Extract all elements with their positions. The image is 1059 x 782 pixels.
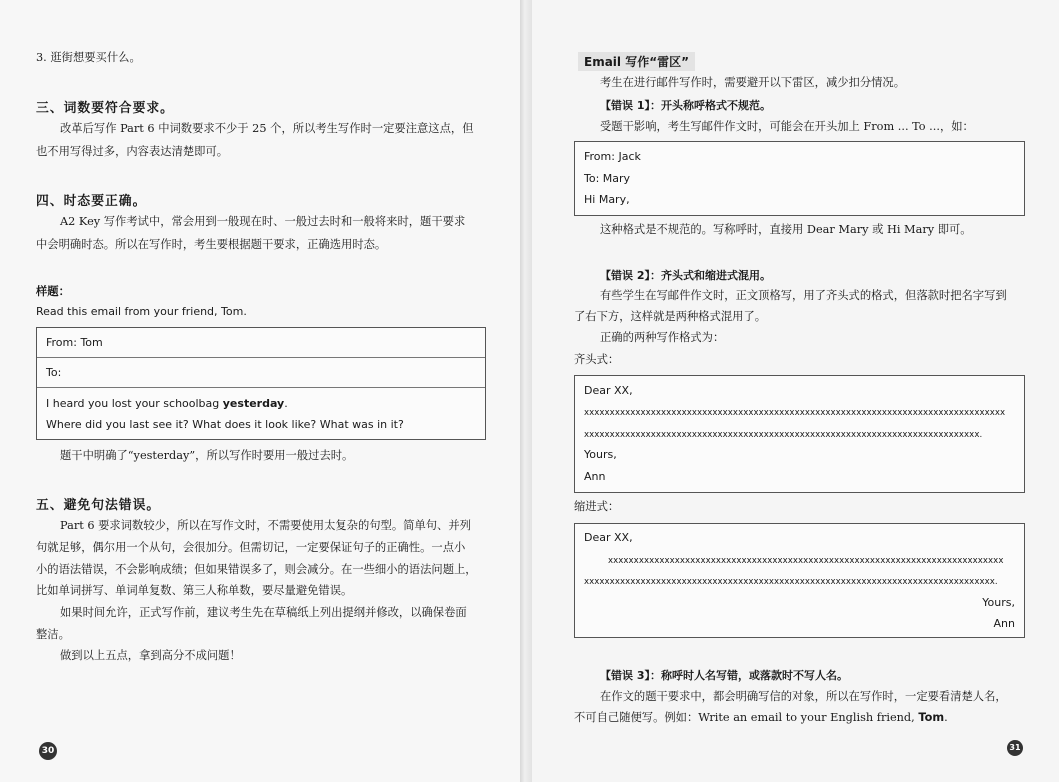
error-1-desc: 受题干影响，考生写邮件作文时，可能会在开头加上 From ... To ...，如： [600, 120, 974, 133]
section-5-line: 比如单词拼写、单词单复数、第三人称单数，要尽量避免错误。 [36, 584, 353, 597]
error-2-desc-2: 了右下方，这样就是两种格式混用了。 [574, 310, 767, 323]
section-5-line: 句就足够，偶尔用一个从句，会很加分。但需切记，一定要保证句子的正确性。一点小 [36, 541, 466, 554]
section-4-text-1: A2 Key 写作考试中，常会用到一般现在时、一般过去时和一般将来时，题干要求 [60, 215, 466, 228]
page-number-right: 31 [1007, 740, 1023, 756]
block-body-line-1: xxxxxxxxxxxxxxxxxxxxxxxxxxxxxxxxxxxxxxxxxxxxxxxxxxxxxxxxxxxxxxxxxxxxxxxxxxxxxxxxxx [584, 408, 1006, 418]
section-5-heading: 五、避免句法错误。 [36, 498, 161, 513]
example-from: From: Jack [584, 150, 641, 163]
sample-instruction: Read this email from your friend, Tom. [36, 305, 247, 318]
block-closing: Yours, [584, 448, 617, 461]
email-to: To: [46, 366, 62, 379]
error-1-title: 【错误 1】：开头称呼格式不规范。 [600, 99, 771, 112]
page-number-left: 30 [39, 742, 57, 760]
email-body-line-1: I heard you lost your schoolbag yesterday. [46, 397, 288, 410]
indent-format-box [574, 523, 1025, 638]
block-name: Ann [584, 470, 606, 483]
error-1-note: 这种格式是不规范的。写称呼时，直接用 Dear Mary 或 Hi Mary 即可。 [600, 223, 972, 236]
email-from-row [37, 328, 485, 358]
example-greeting: Hi Mary, [584, 193, 630, 206]
zone-title: Email 写作“雷区” [578, 52, 695, 71]
section-5-line: 如果时间允许，正式写作前，建议考生先在草稿纸上列出提纲并修改，以确保卷面 [60, 606, 467, 619]
block-salutation: Dear XX, [584, 384, 633, 397]
block-body-line-2: xxxxxxxxxxxxxxxxxxxxxxxxxxxxxxxxxxxxxxxxxxxxxxxxxxxxxxxxxxxxxxxxxxxxxxxxxxxxx. [584, 430, 983, 440]
book-gutter [520, 0, 532, 782]
email-to-row [37, 358, 485, 388]
error-3-title: 【错误 3】：称呼时人名写错，或落款时不写人名。 [600, 669, 848, 682]
left-page [0, 0, 520, 782]
sample-label: 样题： [36, 284, 70, 298]
indent-closing: Yours, [982, 596, 1015, 609]
section-4-text-2: 中会明确时态。所以在写作时，考生要根据题干要求，正确选用时态。 [36, 238, 387, 251]
section-3-heading: 三、词数要符合要求。 [36, 101, 174, 116]
sample-email-box [36, 327, 486, 440]
error-3-desc-2: 不可自己随便写。例如：Write an email to your English friend, Tom. [574, 711, 948, 724]
indent-format-label: 缩进式： [574, 500, 620, 513]
intro-text: 考生在进行邮件写作时，需要避开以下雷区，减少扣分情况。 [600, 76, 906, 89]
sample-note: 题干中明确了“yesterday”，所以写作时要用一般过去时。 [60, 449, 354, 462]
indent-salutation: Dear XX, [584, 531, 633, 544]
error-1-example-box [574, 141, 1025, 216]
section-5-line: Part 6 要求词数较少，所以在写作文时，不需要使用太复杂的句型。简单句、并列 [60, 519, 471, 532]
block-format-box [574, 375, 1025, 493]
error-2-title: 【错误 2】：齐头式和缩进式混用。 [600, 269, 771, 282]
right-page [532, 0, 1059, 782]
error-2-desc-3: 正确的两种写作格式为： [600, 331, 725, 344]
block-format-label: 齐头式： [574, 353, 620, 366]
item-3: 3. 逛街想要买什么。 [36, 51, 141, 64]
section-3-text-1: 改革后写作 Part 6 中词数要求不少于 25 个，所以考生写作时一定要注意这点，但 [60, 122, 474, 135]
section-5-line: 做到以上五点，拿到高分不成问题！ [60, 649, 241, 662]
indent-name: Ann [993, 617, 1015, 630]
indent-body-line-1: xxxxxxxxxxxxxxxxxxxxxxxxxxxxxxxxxxxxxxxxxxxxxxxxxxxxxxxxxxxxxxxxxxxxxxxxxxxxx [608, 556, 1004, 566]
error-2-desc-1: 有些学生在写邮件作文时，正文顶格写，用了齐头式的格式，但落款时把名字写到 [600, 289, 1007, 302]
email-body-line-2: Where did you last see it? What does it look like? What was in it? [46, 418, 404, 431]
section-3-text-2: 也不用写得过多，内容表达清楚即可。 [36, 145, 229, 158]
email-from: From: Tom [46, 336, 103, 349]
section-5-line: 小的语法错误，不会影响成绩；但如果错误多了，则会减分。在一些细小的语法问题上， [36, 563, 477, 576]
section-4-heading: 四、时态要正确。 [36, 194, 147, 209]
section-5-line: 整洁。 [36, 628, 70, 641]
example-to: To: Mary [584, 172, 631, 185]
indent-body-line-2: xxxxxxxxxxxxxxxxxxxxxxxxxxxxxxxxxxxxxxxxxxxxxxxxxxxxxxxxxxxxxxxxxxxxxxxxxxxxxxxx. [584, 577, 998, 587]
error-3-desc-1: 在作文的题干要求中，都会明确写信的对象，所以在写作时，一定要看清楚人名， [600, 690, 1007, 703]
